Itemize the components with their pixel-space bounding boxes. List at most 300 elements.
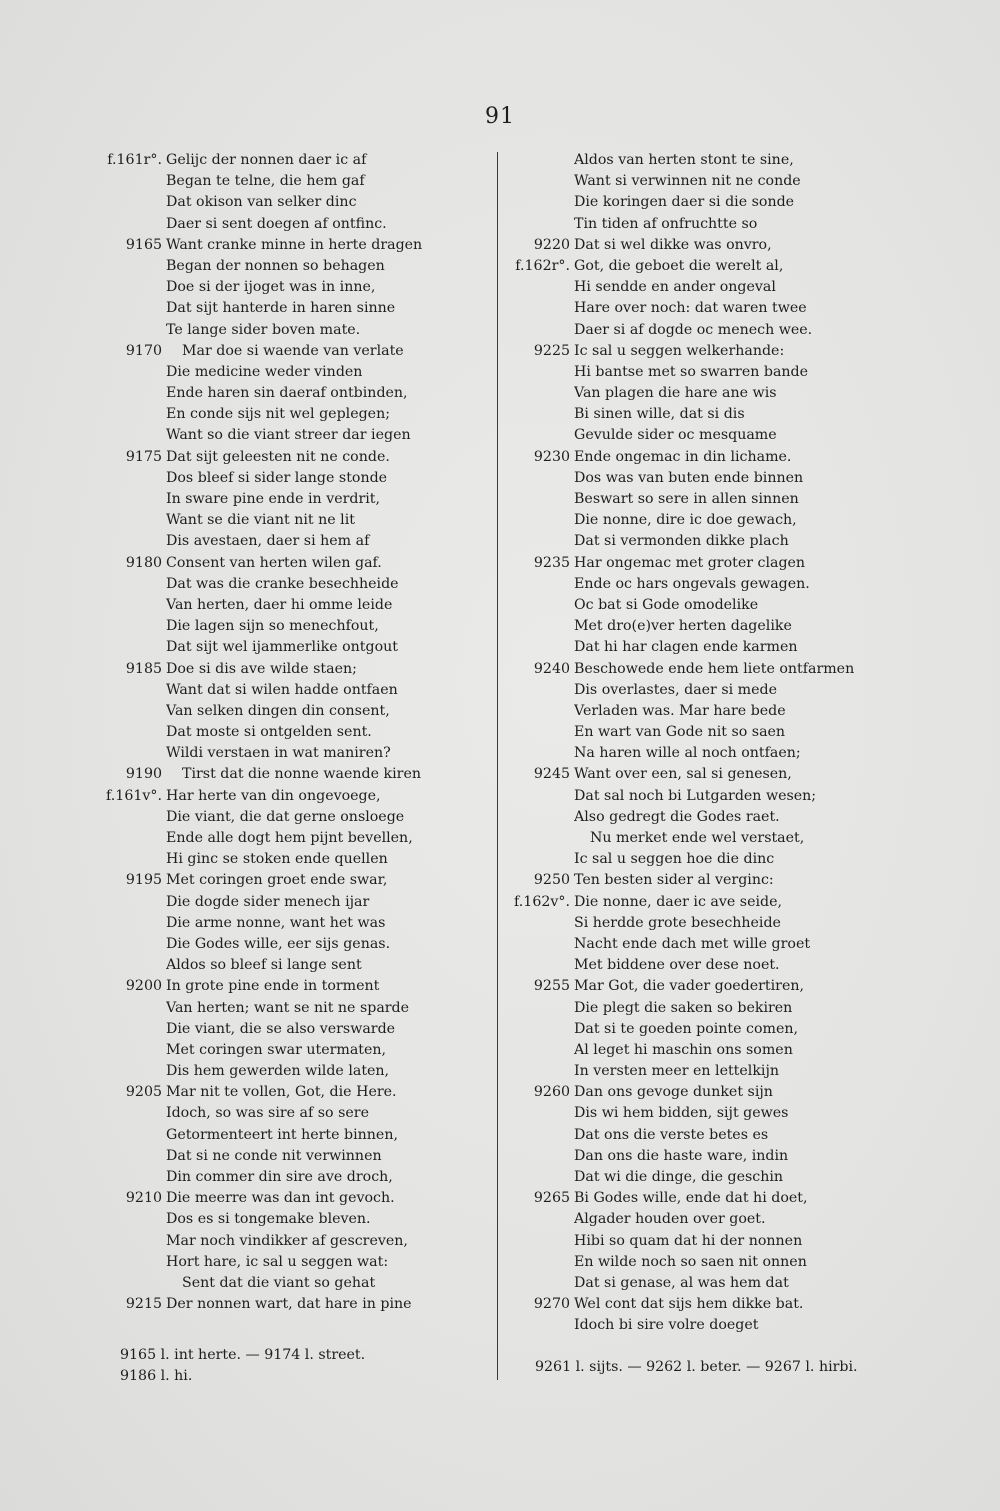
verse-line (500, 1146, 880, 1167)
verse-line (92, 828, 492, 849)
verse-text: Van herten; want se nit ne sparde (166, 999, 410, 1016)
verse-line (500, 892, 880, 913)
verse-line (500, 934, 880, 955)
verse-line (92, 1188, 492, 1209)
line-number: 9260 (533, 1084, 570, 1101)
verse-text: Hi sendde en ander ongeval (574, 279, 776, 296)
verse-line (500, 1188, 880, 1209)
verse-line (500, 764, 880, 785)
line-number (500, 383, 574, 404)
verse-text: Aldos van herten stont te sine, (574, 152, 794, 168)
verse-line (92, 468, 492, 489)
line-number: f.161r°. (107, 152, 162, 168)
line-number: 9205 (125, 1084, 162, 1101)
line-number (92, 1019, 166, 1040)
verse-line (500, 235, 880, 256)
left-text-column (92, 150, 492, 1315)
line-number (92, 404, 166, 425)
line-number (92, 1146, 166, 1167)
verse-text: Bi sinen wille, dat si dis (574, 406, 745, 423)
verse-text: Dat si te goeden pointe comen, (574, 1020, 799, 1037)
verse-text: Die nonne, daer ic ave seide, (574, 893, 782, 910)
verse-line (500, 807, 880, 828)
verse-text: En conde sijs nit wel geplegen; (166, 406, 390, 423)
verse-text: Dat okison van selker dinc (166, 194, 357, 211)
line-number (92, 1273, 166, 1294)
verse-text: Doe si der ijoget was in inne, (166, 279, 376, 296)
line-number (92, 1252, 166, 1273)
verse-text: Ic sal u seggen welkerhande: (574, 342, 785, 359)
line-number: 9175 (125, 448, 162, 465)
verse-line (92, 404, 492, 425)
verse-line (500, 1231, 880, 1252)
verse-line (500, 595, 880, 616)
verse-line (92, 1040, 492, 1061)
verse-line (92, 976, 492, 997)
verse-line (500, 171, 880, 192)
verse-text: Getormenteert int herte binnen, (166, 1126, 398, 1143)
verse-line (92, 383, 492, 404)
verse-text: Van herten, daer hi omme leide (166, 596, 393, 613)
verse-line (92, 425, 492, 446)
verse-text: Dat moste si ontgelden sent. (166, 724, 372, 741)
verse-text: Mar nit te vollen, Got, die Here. (166, 1084, 397, 1101)
verse-line (500, 531, 880, 552)
verse-text: Dan ons die haste ware, indin (574, 1147, 789, 1164)
verse-text: Dat ons die verste betes es (574, 1126, 769, 1143)
line-number (500, 1273, 574, 1294)
verse-text: Mar doe si waende van verlate (182, 342, 404, 359)
verse-text: Dat sal noch bi Lutgarden wesen; (574, 787, 817, 804)
verse-text: Beschowede ende hem liete ontfarmen (574, 660, 855, 677)
verse-text: Sent dat die viant so gehat (182, 1274, 376, 1291)
line-number (92, 1061, 166, 1082)
line-number (500, 786, 574, 807)
verse-text: Dat si ne conde nit verwinnen (166, 1147, 382, 1164)
verse-text: Die medicine weder vinden (166, 363, 363, 380)
verse-text: Din commer din sire ave droch, (166, 1169, 393, 1185)
line-number (500, 680, 574, 701)
verse-line (92, 680, 492, 701)
verse-line (500, 298, 880, 319)
verse-line (92, 192, 492, 213)
verse-text: Daer si sent doegen af ontfinc. (166, 215, 387, 232)
line-number (92, 192, 166, 213)
verse-text: Die arme nonne, want het was (166, 914, 386, 931)
verse-text: En wart van Gode nit so saen (574, 724, 786, 741)
line-number (500, 1252, 574, 1273)
verse-text: Die meerre was dan int gevoch. (166, 1190, 395, 1207)
verse-line (92, 1294, 492, 1315)
verse-line (92, 362, 492, 383)
verse-line (500, 701, 880, 722)
verse-text: Hi ginc se stoken ende quellen (166, 851, 388, 868)
verse-line (500, 913, 880, 934)
line-number (500, 150, 574, 171)
verse-line (92, 934, 492, 955)
verse-text: Dos es si tongemake bleven. (166, 1211, 371, 1228)
verse-line (500, 320, 880, 341)
verse-text: Want dat si wilen hadde ontfaen (166, 681, 398, 698)
verse-line (500, 1315, 880, 1336)
verse-line (92, 892, 492, 913)
verse-text: Want over een, sal si genesen, (574, 766, 792, 783)
verse-text: Dis hem gewerden wilde laten, (166, 1063, 390, 1080)
verse-text: Mar Got, die vader goedertiren, (574, 978, 804, 995)
verse-line (92, 489, 492, 510)
verse-text: Want cranke minne in herte dragen (166, 236, 423, 253)
verse-text: Dan ons gevoge dunket sijn (574, 1084, 773, 1101)
verse-line (500, 1061, 880, 1082)
verse-text: En wilde noch so saen nit onnen (574, 1253, 807, 1270)
verse-text: Na haren wille al noch ontfaen; (574, 745, 801, 762)
line-number: 9230 (533, 448, 570, 465)
verse-text: Idoch, so was sire af so sere (166, 1105, 369, 1122)
verse-line (500, 214, 880, 235)
line-number (500, 320, 574, 341)
line-number (500, 277, 574, 298)
verse-text: Wildi verstaen in wat maniren? (166, 745, 391, 762)
line-number (92, 171, 166, 192)
line-number (500, 637, 574, 658)
verse-text: Dat sijt hanterde in haren sinne (166, 300, 396, 317)
verse-text: Ic sal u seggen hoe die dinc (574, 851, 775, 868)
page-number: 91 (485, 104, 515, 129)
line-number (500, 828, 574, 849)
verse-text: Wel cont dat sijs hem dikke bat. (574, 1296, 804, 1313)
line-number (92, 1040, 166, 1061)
line-number (500, 1315, 574, 1336)
verse-line (500, 870, 880, 891)
verse-line (500, 1125, 880, 1146)
right-text-column (500, 150, 880, 1337)
line-number (92, 1231, 166, 1252)
verse-text: Tirst dat die nonne waende kiren (182, 766, 421, 783)
verse-text: Hare over noch: dat waren twee (574, 300, 807, 317)
verse-text: Hort hare, ic sal u seggen wat: (166, 1253, 389, 1270)
verse-line (92, 531, 492, 552)
line-number: f.162r°. (515, 257, 570, 274)
verse-line (92, 722, 492, 743)
verse-line (500, 1103, 880, 1124)
verse-line (500, 1019, 880, 1040)
verse-line (500, 680, 880, 701)
verse-text: Dis overlastes, daer si mede (574, 681, 777, 698)
verse-text: Dis wi hem bidden, sijt gewes (574, 1105, 789, 1122)
line-number (500, 1061, 574, 1082)
verse-text: Ende ongemac in din lichame. (574, 448, 792, 465)
line-number: 9220 (533, 236, 570, 253)
verse-line (92, 256, 492, 277)
line-number (92, 913, 166, 934)
verse-text: Met coringen groet ende swar, (166, 872, 388, 889)
verse-text: Si herdde grote besechheide (574, 914, 781, 931)
line-number: 9180 (125, 554, 162, 571)
verse-text: Got, die geboet die werelt al, (574, 257, 784, 274)
line-number (92, 637, 166, 658)
verse-text: Dat hi har clagen ende karmen (574, 639, 798, 656)
verse-line (92, 1273, 492, 1294)
line-number (500, 1167, 574, 1188)
verse-text: Har herte van din ongevoege, (166, 787, 381, 804)
line-number (92, 489, 166, 510)
line-number (92, 468, 166, 489)
verse-line (500, 743, 880, 764)
line-number (92, 680, 166, 701)
verse-line (500, 1040, 880, 1061)
line-number: 9270 (533, 1296, 570, 1313)
verse-text: Hibi so quam dat hi der nonnen (574, 1232, 803, 1249)
line-number (500, 595, 574, 616)
line-number (500, 849, 574, 870)
line-number: 9245 (533, 766, 570, 783)
verse-text: Van plagen die hare ane wis (574, 385, 777, 402)
line-number (500, 214, 574, 235)
line-number (500, 701, 574, 722)
line-number (92, 828, 166, 849)
verse-line (92, 447, 492, 468)
verse-text: Har ongemac met groter clagen (574, 554, 806, 571)
verse-text: Idoch bi sire volre doeget (574, 1317, 759, 1334)
verse-text: Aldos so bleef si lange sent (166, 957, 362, 974)
verse-line (92, 235, 492, 256)
verse-line (500, 404, 880, 425)
line-number (92, 743, 166, 764)
line-number (500, 955, 574, 976)
line-number (500, 998, 574, 1019)
line-number: 9225 (533, 342, 570, 359)
line-number (500, 1019, 574, 1040)
verse-line (500, 468, 880, 489)
line-number (500, 362, 574, 383)
line-number (92, 256, 166, 277)
line-number (500, 489, 574, 510)
line-number: f.161v°. (106, 787, 162, 804)
verse-line (92, 595, 492, 616)
verse-text: Beswart so sere in allen sinnen (574, 491, 799, 507)
verse-line (500, 425, 880, 446)
line-number (92, 892, 166, 913)
verse-text: Gelijc der nonnen daer ic af (166, 152, 367, 168)
line-number (500, 404, 574, 425)
verse-line (92, 743, 492, 764)
line-number (500, 1209, 574, 1230)
verse-line (500, 447, 880, 468)
verse-text: Die dogde sider menech ijar (166, 893, 370, 910)
verse-line (92, 171, 492, 192)
line-number (92, 277, 166, 298)
verse-text: Mar noch vindikker af gescreven, (166, 1232, 408, 1249)
verse-line (500, 659, 880, 680)
verse-line (500, 1082, 880, 1103)
verse-text: Also gedregt die Godes raet. (574, 808, 780, 825)
verse-text: Consent van herten wilen gaf. (166, 554, 382, 571)
verse-line (500, 828, 880, 849)
verse-line (92, 277, 492, 298)
verse-text: Ende haren sin daeraf ontbinden, (166, 385, 408, 402)
verse-line (92, 1103, 492, 1124)
line-number: 9255 (533, 978, 570, 995)
line-number (500, 1103, 574, 1124)
verse-line (92, 1019, 492, 1040)
verse-line (500, 383, 880, 404)
line-number: 9240 (533, 660, 570, 677)
verse-text: Dat si genase, al was hem dat (574, 1274, 789, 1291)
verse-line (500, 1273, 880, 1294)
verse-text: Doe si dis ave wilde staen; (166, 660, 357, 677)
verse-line (500, 1167, 880, 1188)
line-number (500, 192, 574, 213)
verse-line (500, 1209, 880, 1230)
verse-line (92, 870, 492, 891)
line-number (92, 383, 166, 404)
verse-line (92, 701, 492, 722)
verse-text: Dos was van buten ende binnen (574, 469, 804, 486)
verse-line (92, 1252, 492, 1273)
line-number (92, 998, 166, 1019)
verse-line (500, 955, 880, 976)
verse-line (500, 489, 880, 510)
verse-line (92, 998, 492, 1019)
line-number (500, 807, 574, 828)
verse-line (500, 849, 880, 870)
line-number (500, 722, 574, 743)
verse-text: Met coringen swar utermaten, (166, 1041, 387, 1058)
line-number: 9200 (125, 978, 162, 995)
column-divider (497, 152, 498, 1380)
line-number (92, 722, 166, 743)
verse-line (92, 510, 492, 531)
verse-text: Die Godes wille, eer sijs genas. (166, 935, 391, 952)
line-number (92, 1167, 166, 1188)
verse-line (92, 659, 492, 680)
verse-text: In grote pine ende in torment (166, 978, 380, 995)
verse-text: Gevulde sider oc mesquame (574, 427, 777, 444)
verse-text: Al leget hi maschin ons somen (574, 1041, 793, 1058)
verse-text: Tin tiden af onfruchtte so (574, 215, 758, 232)
line-number: 9165 (125, 236, 162, 253)
line-number (92, 1125, 166, 1146)
verse-text: Ten besten sider al verginc: (574, 872, 774, 889)
verse-line (92, 616, 492, 637)
line-number: 9235 (533, 554, 570, 571)
verse-line (92, 849, 492, 870)
verse-text: Oc bat si Gode omodelike (574, 596, 759, 613)
line-number (92, 574, 166, 595)
verse-line (92, 786, 492, 807)
verse-line (92, 764, 492, 785)
footnote-line: 9261 l. sijts. — 9262 l. beter. — 9267 l. hirbi. (535, 1359, 858, 1375)
verse-line (500, 786, 880, 807)
line-number (500, 913, 574, 934)
verse-text: Die nonne, dire ic doe gewach, (574, 512, 797, 529)
verse-text: Te lange sider boven mate. (166, 321, 361, 338)
line-number (92, 1103, 166, 1124)
verse-line (92, 637, 492, 658)
verse-line (92, 807, 492, 828)
verse-text: Ende alle dogt hem pijnt bevellen, (166, 830, 413, 846)
line-number (500, 510, 574, 531)
verse-line (500, 1252, 880, 1273)
verse-line (500, 1294, 880, 1315)
line-number (92, 616, 166, 637)
verse-text: Algader houden over goet. (574, 1211, 766, 1228)
line-number (92, 531, 166, 552)
verse-text: Nacht ende dach met wille groet (574, 935, 811, 952)
line-number (500, 1040, 574, 1061)
line-number (500, 1231, 574, 1252)
line-number: 9215 (125, 1296, 162, 1313)
verse-text: In sware pine ende in verdrit, (166, 491, 380, 507)
verse-line (92, 298, 492, 319)
line-number (500, 425, 574, 446)
verse-text: Want se die viant nit ne lit (166, 512, 355, 529)
line-number: f.162v°. (514, 893, 570, 910)
verse-line (92, 1082, 492, 1103)
verse-text: Dis avestaen, daer si hem af (166, 533, 370, 550)
line-number (500, 1125, 574, 1146)
verse-line (500, 553, 880, 574)
line-number: 9265 (533, 1190, 570, 1207)
verse-text: Die viant, die dat gerne onsloege (166, 808, 405, 825)
verse-text: Hi bantse met so swarren bande (574, 363, 809, 380)
verse-line (92, 1061, 492, 1082)
line-number (500, 616, 574, 637)
verse-line (92, 341, 492, 362)
verse-line (500, 616, 880, 637)
verse-line (500, 976, 880, 997)
verse-text: Dat was die cranke besechheide (166, 575, 399, 592)
footnote-line: 9165 l. int herte. — 9174 l. street. (120, 1347, 366, 1363)
verse-line (500, 510, 880, 531)
verse-line (92, 1231, 492, 1252)
verse-text: Daer si af dogde oc menech wee. (574, 321, 813, 338)
line-number (92, 701, 166, 722)
verse-text: Dat wi die dinge, die geschin (574, 1169, 784, 1185)
line-number (92, 298, 166, 319)
footnotes-left (120, 1345, 365, 1387)
line-number (92, 595, 166, 616)
verse-line (92, 913, 492, 934)
verse-text: Want so die viant streer dar iegen (166, 427, 411, 444)
verse-text: Began der nonnen so behagen (166, 257, 385, 274)
verse-text: Nu merket ende wel verstaet, (590, 830, 805, 846)
line-number (500, 468, 574, 489)
verse-text: Met dro(e)ver herten dagelike (574, 618, 792, 635)
verse-line (500, 150, 880, 171)
verse-line (92, 1167, 492, 1188)
verse-text: Die lagen sijn so menechfout, (166, 618, 379, 635)
verse-line (92, 1146, 492, 1167)
verse-text: Began te telne, die hem gaf (166, 173, 365, 190)
verse-line (92, 150, 492, 171)
verse-line (500, 362, 880, 383)
verse-text: Want si verwinnen nit ne conde (574, 173, 801, 190)
line-number: 9170 (125, 342, 162, 359)
line-number (92, 320, 166, 341)
verse-line (500, 256, 880, 277)
verse-line (92, 553, 492, 574)
verse-text: Van selken dingen din consent, (166, 702, 390, 719)
line-number: 9250 (533, 872, 570, 889)
verse-line (500, 722, 880, 743)
verse-line (500, 574, 880, 595)
line-number (92, 1209, 166, 1230)
line-number (92, 807, 166, 828)
footnotes-right (535, 1357, 858, 1378)
line-number (92, 849, 166, 870)
line-number (92, 362, 166, 383)
